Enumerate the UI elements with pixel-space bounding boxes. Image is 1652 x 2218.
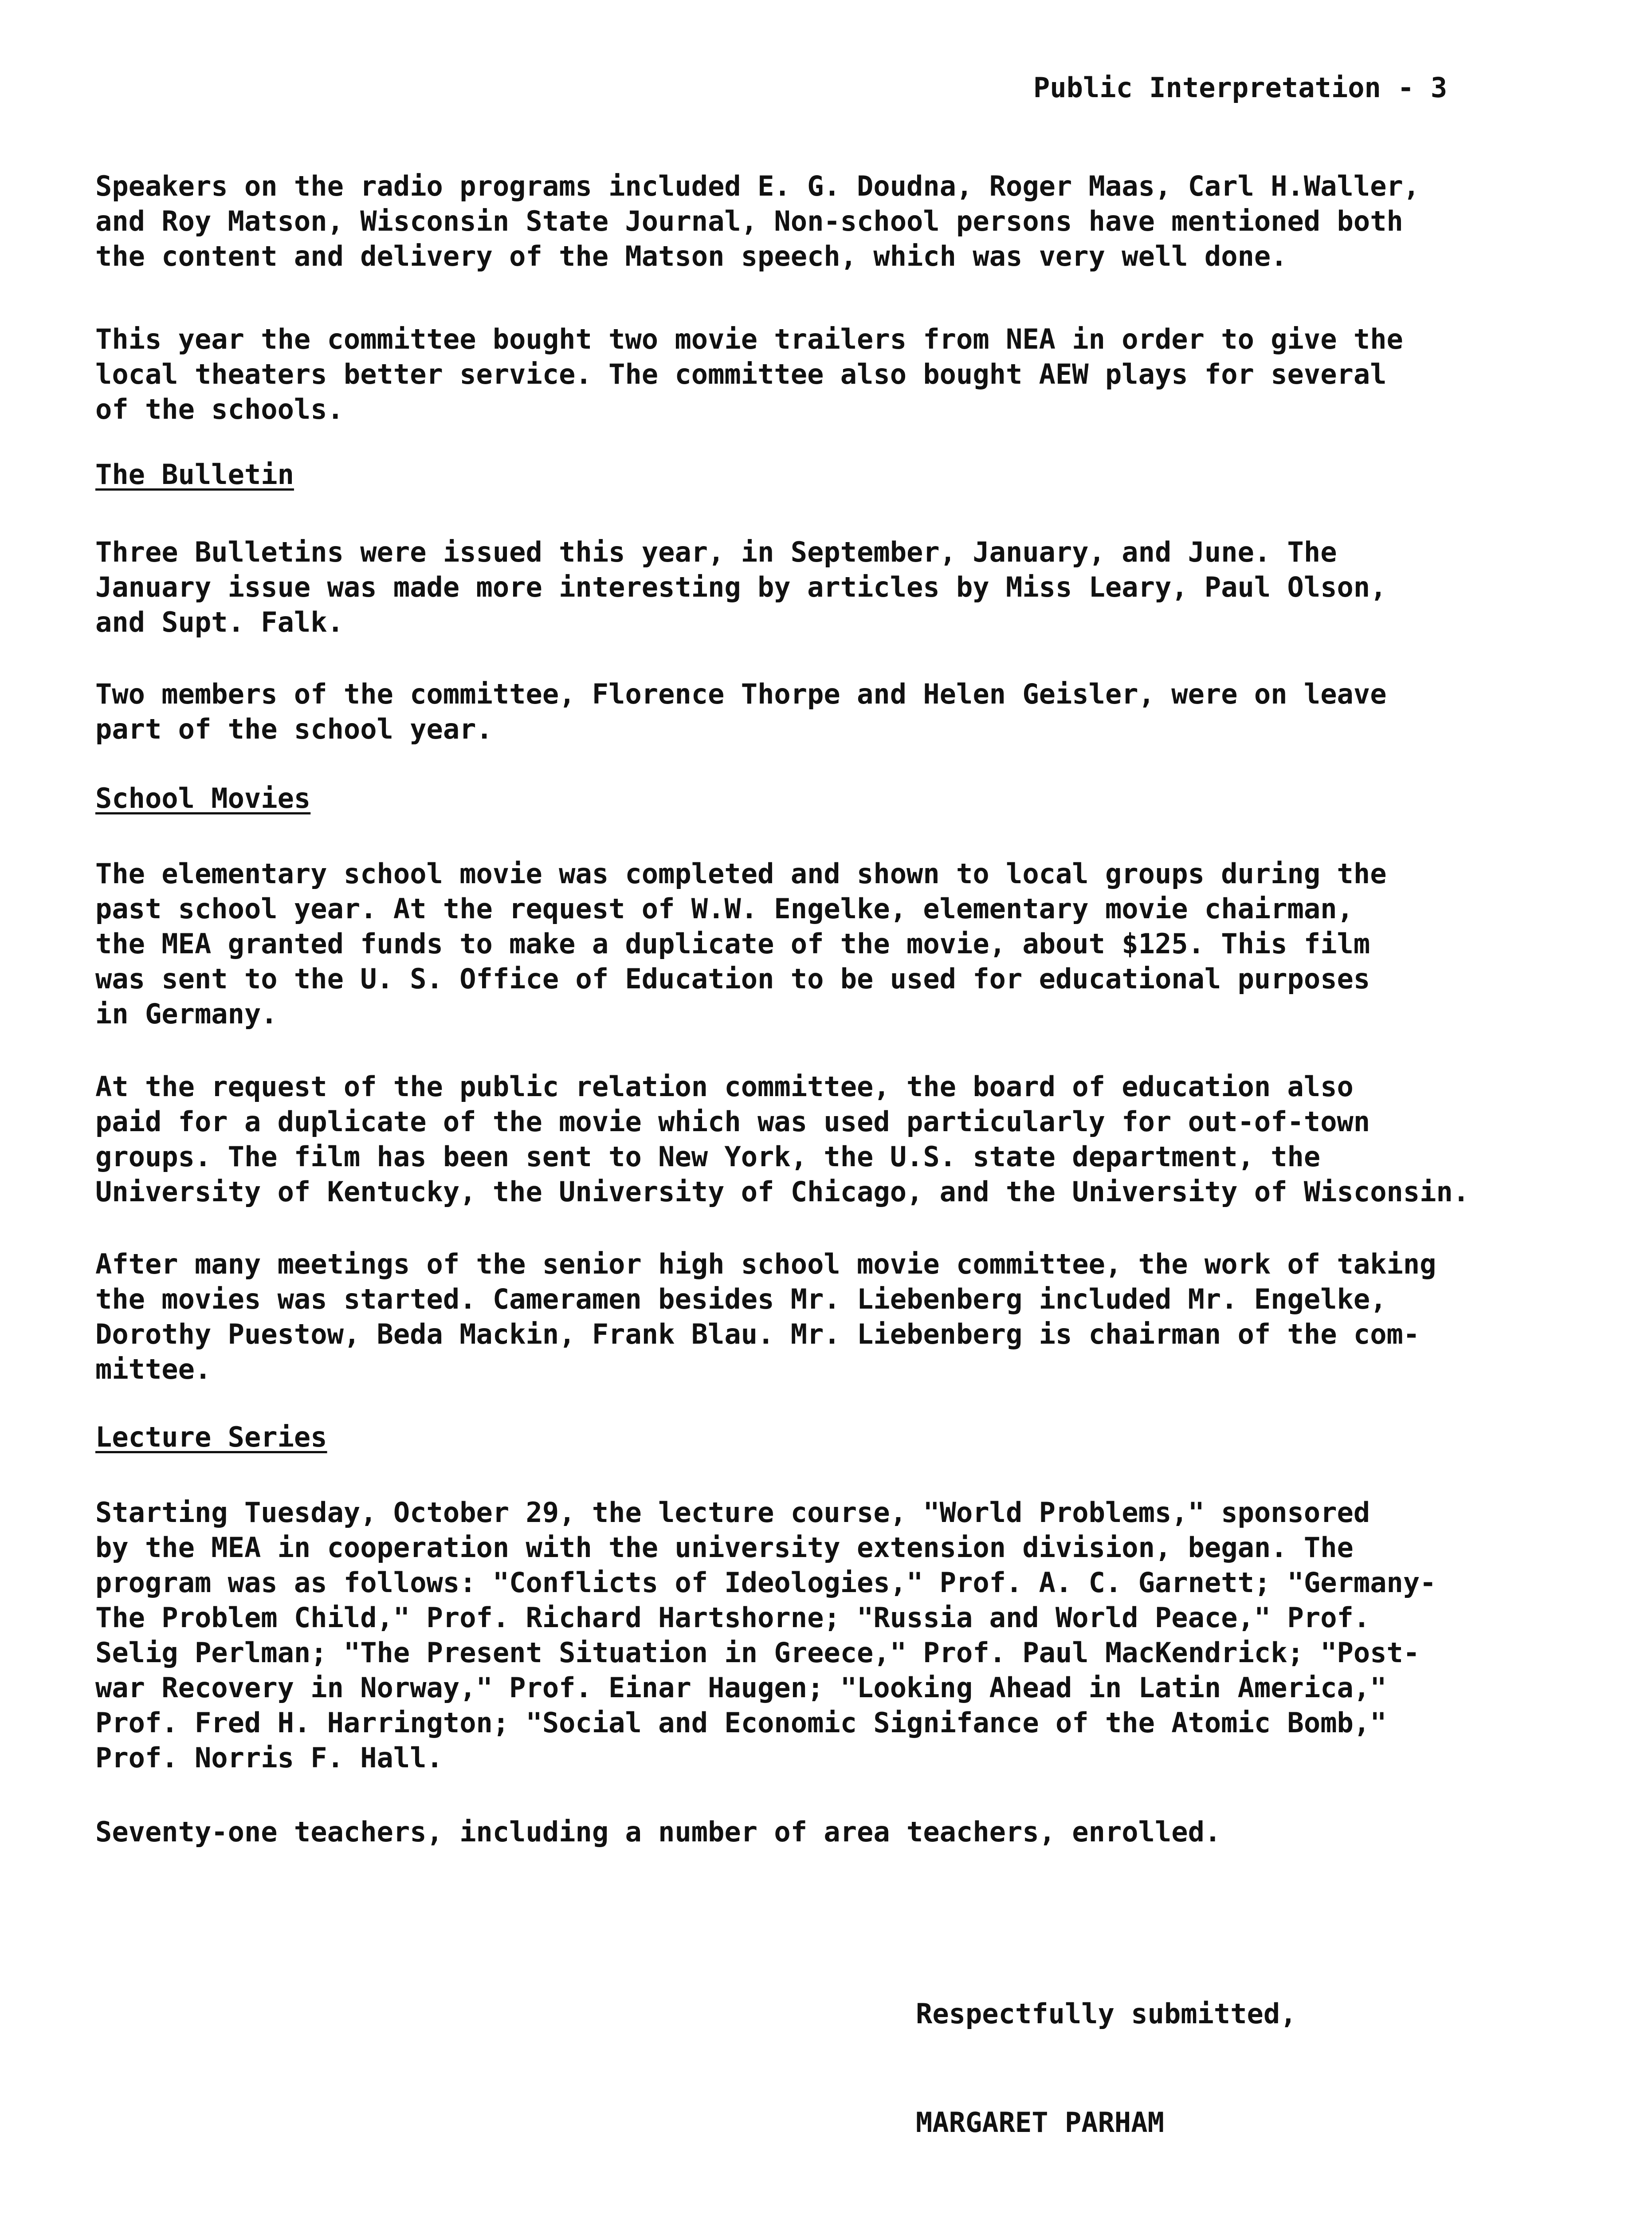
text-line: program was as follows: "Conflicts of Ideologies," Prof. A. C. Garnett; "Germany- [95,1566,1436,1599]
text-line: by the MEA in cooperation with the university extension division, began. The [95,1531,1354,1564]
text-line: Starting Tuesday, October 29, the lecture course, "World Problems," sponsored [95,1496,1370,1529]
text-line: part of the school year. [95,713,493,745]
text-line: University of Kentucky, the University of Chicago, and the University of Wisconsin. [95,1176,1470,1208]
text-line: Prof. Fred H. Harrington; "Social and Economic Signifance of the Atomic Bomb," [95,1707,1387,1739]
text-line: in Germany. [95,998,278,1030]
paragraph-movie-duplicate [95,1069,1572,1209]
text-line: groups. The film has been sent to New York, the U.S. state department, the [95,1140,1321,1173]
paragraph-radio-speakers [95,169,1572,274]
text-line: Prof. Norris F. Hall. [95,1742,443,1774]
paragraph-senior-movie [95,1247,1572,1387]
text-line: paid for a duplicate of the movie which was used particularly for out-of-town [95,1105,1370,1138]
page-header: Public Interpretation - 3 [1033,71,1448,104]
text-line: mittee. [95,1353,212,1385]
text-line: Three Bulletins were issued this year, in September, January, and June. The [95,536,1337,568]
text-line: war Recovery in Norway," Prof. Einar Haugen; "Looking Ahead in Latin America," [95,1671,1387,1704]
paragraph-lecture-program [95,1495,1572,1775]
text-line: Two members of the committee, Florence Thorpe and Helen Geisler, were on leave [95,678,1387,710]
text-line: local theaters better service. The committee also bought AEW plays for several [95,358,1387,390]
paragraph-movie-trailers [95,322,1572,427]
text-line: Seventy-one teachers, including a number of area teachers, enrolled. [95,1816,1221,1848]
heading-school-movies: School Movies [95,782,311,814]
text-line: Speakers on the radio programs included E. G. Doudna, Roger Maas, Carl H.Waller, [95,170,1420,202]
paragraph-bulletin-issues [95,535,1572,640]
text-line: and Supt. Falk. [95,606,344,638]
text-line: This year the committee bought two movie trailers from NEA in order to give the [95,323,1403,355]
text-line: January issue was made more interesting by articles by Miss Leary, Paul Olson, [95,571,1387,603]
text-line: Selig Perlman; "The Present Situation in Greece," Prof. Paul MacKendrick; "Post- [95,1636,1420,1669]
signature-name: MARGARET PARHAM [916,2106,1164,2139]
paragraph-elementary-movie [95,856,1572,1031]
text-line: was sent to the U. S. Office of Education to be used for educational purposes [95,963,1370,995]
text-line: The elementary school movie was completed and shown to local groups during the [95,857,1387,890]
heading-the-bulletin: The Bulletin [95,458,294,491]
text-line: At the request of the public relation committee, the board of education also [95,1070,1354,1103]
closing-salutation: Respectfully submitted, [916,1998,1297,2030]
text-line: The Problem Child," Prof. Richard Hartshorne; "Russia and World Peace," Prof. [95,1601,1370,1634]
text-line: past school year. At the request of W.W. Engelke, elementary movie chairman, [95,893,1354,925]
text-line: and Roy Matson, Wisconsin State Journal, Non-school persons have mentioned both [95,205,1403,237]
text-line: the content and delivery of the Matson speech, which was very well done. [95,240,1287,272]
paragraph-committee-leave [95,676,1572,747]
paragraph-enrollment [95,1814,1572,1849]
text-line: the MEA granted funds to make a duplicate of the movie, about $125. This film [95,928,1370,960]
text-line: Dorothy Puestow, Beda Mackin, Frank Blau. Mr. Liebenberg is chairman of the com- [95,1318,1420,1350]
heading-lecture-series: Lecture Series [95,1421,327,1453]
text-line: the movies was started. Cameramen besides Mr. Liebenberg included Mr. Engelke, [95,1283,1387,1315]
text-line: of the schools. [95,393,344,425]
text-line: After many meetings of the senior high school movie committee, the work of taking [95,1248,1436,1280]
